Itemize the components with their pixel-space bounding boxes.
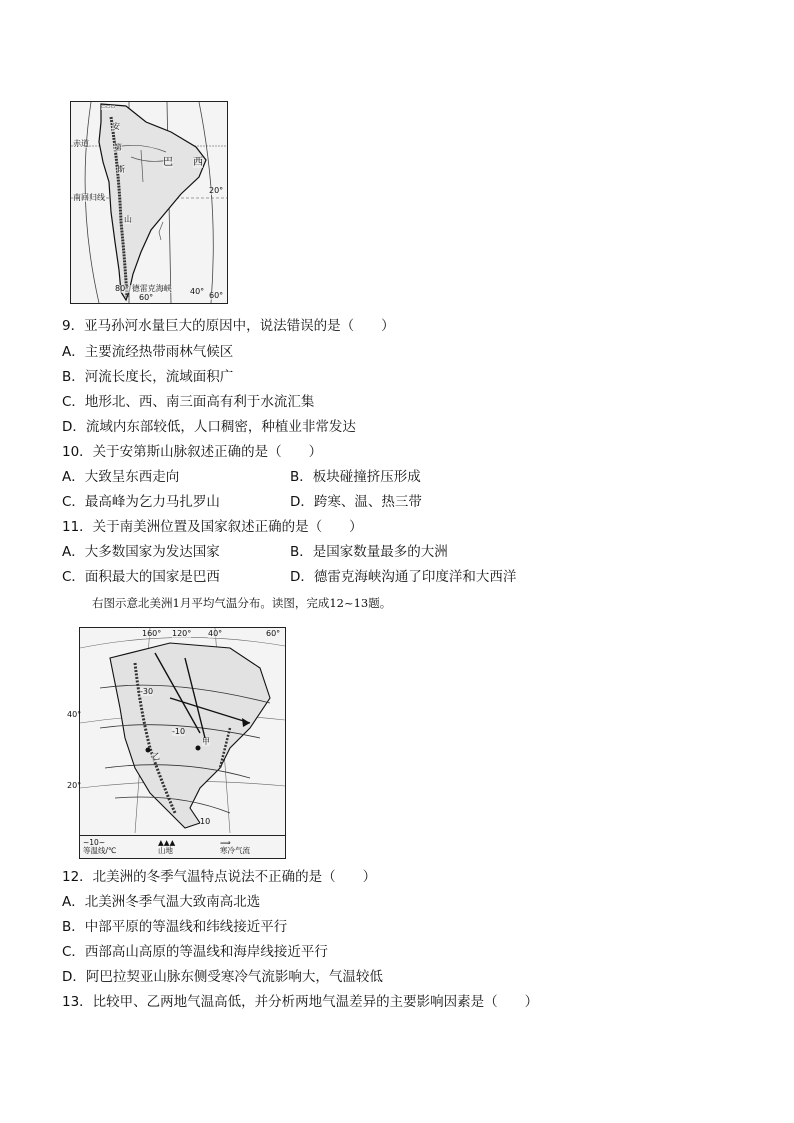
- map-label-jia: 甲: [202, 737, 210, 746]
- legend-mountain-label: 山地: [158, 846, 173, 855]
- map-label-lon160: 160°: [142, 629, 162, 638]
- map-label-lon60b: 60°: [209, 291, 224, 300]
- map-label-equator: 赤道: [73, 139, 89, 148]
- south-america-map: [70, 101, 228, 304]
- map-label-shan: 山: [124, 215, 132, 224]
- mountain-symbol-icon: ▲▲▲: [158, 838, 176, 847]
- north-america-map: [79, 627, 286, 859]
- q10-option-b[interactable]: B．板块碰撞挤压形成: [290, 469, 421, 485]
- map-label-lon40: 40°: [190, 287, 205, 296]
- q11-stem: 11．关于南美洲位置及国家叙述正确的是（ ）: [62, 519, 363, 535]
- map-label-si: 斯: [117, 165, 125, 174]
- q9-option-c[interactable]: C．地形北、西、南三面高有利于水流汇集: [62, 394, 315, 410]
- map-label-lon60a: 60°: [139, 293, 154, 302]
- map-label-lat20: 20°: [209, 186, 224, 195]
- legend-coldflow: [220, 839, 250, 855]
- q10-stem: 10．关于安第斯山脉叙述正确的是（ ）: [62, 444, 323, 460]
- q10-option-a[interactable]: A．大致呈东西走向: [62, 469, 180, 485]
- q11-option-c[interactable]: C．面积最大的国家是巴西: [62, 569, 220, 585]
- map-label-lon120: 120°: [172, 629, 192, 638]
- map-label-minus30: -30: [140, 687, 154, 696]
- q12-option-a[interactable]: A．北美洲冬季气温大致南高北选: [62, 894, 261, 910]
- q13-stem: 13．比较甲、乙两地气温高低，并分析两地气温差异的主要影响因素是（ ）: [62, 994, 539, 1010]
- q10-option-c[interactable]: C．最高峰为乞力马扎罗山: [62, 494, 220, 510]
- map-label-xi: 西: [193, 157, 203, 168]
- legend-isotherm-label: 等温线/℃: [83, 846, 117, 855]
- q9-option-b[interactable]: B．河流长度长，流域面积广: [62, 369, 234, 385]
- legend-mountain: [158, 839, 175, 855]
- map-label-di: 第: [114, 143, 122, 152]
- map-label-ten: 10: [200, 817, 211, 826]
- south-america-map-drawing: [71, 102, 227, 303]
- legend-coldflow-label: 寒冷气流: [220, 846, 250, 855]
- q12-option-d[interactable]: D．阿巴拉契亚山脉东侧受寒冷气流影响大，气温较低: [62, 969, 383, 985]
- map-label-drake: 80° 德雷克海峡: [115, 284, 172, 293]
- q11-option-d[interactable]: D．德雷克海峡沟通了印度洋和大西洋: [290, 569, 517, 585]
- map-label-ba: 巴: [163, 157, 173, 168]
- q9-stem: 9．亚马孙河水量巨大的原因中，说法错误的是（ ）: [62, 318, 395, 334]
- map-label-lon60top: 60°: [266, 629, 281, 638]
- map-legend: [80, 835, 285, 858]
- map-label-lon40top: 40°: [208, 629, 223, 638]
- map-label-lat40: 40°: [67, 710, 82, 719]
- q12-option-c[interactable]: C．西部高山高原的等温线和海岸线接近平行: [62, 944, 328, 960]
- q12-option-b[interactable]: B．中部平原的等温线和纬线接近平行: [62, 919, 288, 935]
- map-label-tropic: 南回归线: [73, 193, 105, 202]
- north-america-map-drawing: [80, 628, 285, 858]
- arrow-icon: ⟹: [220, 838, 231, 847]
- map-label-an: 安: [112, 122, 120, 131]
- map-label-top: ▭▭▭: [101, 104, 116, 110]
- isotherm-symbol-icon: ~10~: [83, 838, 106, 847]
- q10-option-d[interactable]: D．跨寒、温、热三带: [290, 494, 422, 510]
- map-label-yi: 乙: [152, 752, 160, 761]
- q9-option-d[interactable]: D．流域内东部较低，人口稠密，种植业非常发达: [62, 419, 356, 435]
- q12-stem: 12．北美洲的冬季气温特点说法不正确的是（ ）: [62, 869, 377, 885]
- map-intro-text: 右图示意北美洲1月平均气温分布。读图，完成12~13题。: [92, 596, 392, 610]
- map-label-minus10: -10: [172, 727, 186, 736]
- q9-option-a[interactable]: A．主要流经热带雨林气候区: [62, 344, 234, 360]
- map-label-lat20-na: 20°: [67, 781, 82, 790]
- legend-isotherm: [83, 839, 116, 855]
- q11-option-a[interactable]: A．大多数国家为发达国家: [62, 544, 220, 560]
- q11-option-b[interactable]: B．是国家数量最多的大洲: [290, 544, 448, 560]
